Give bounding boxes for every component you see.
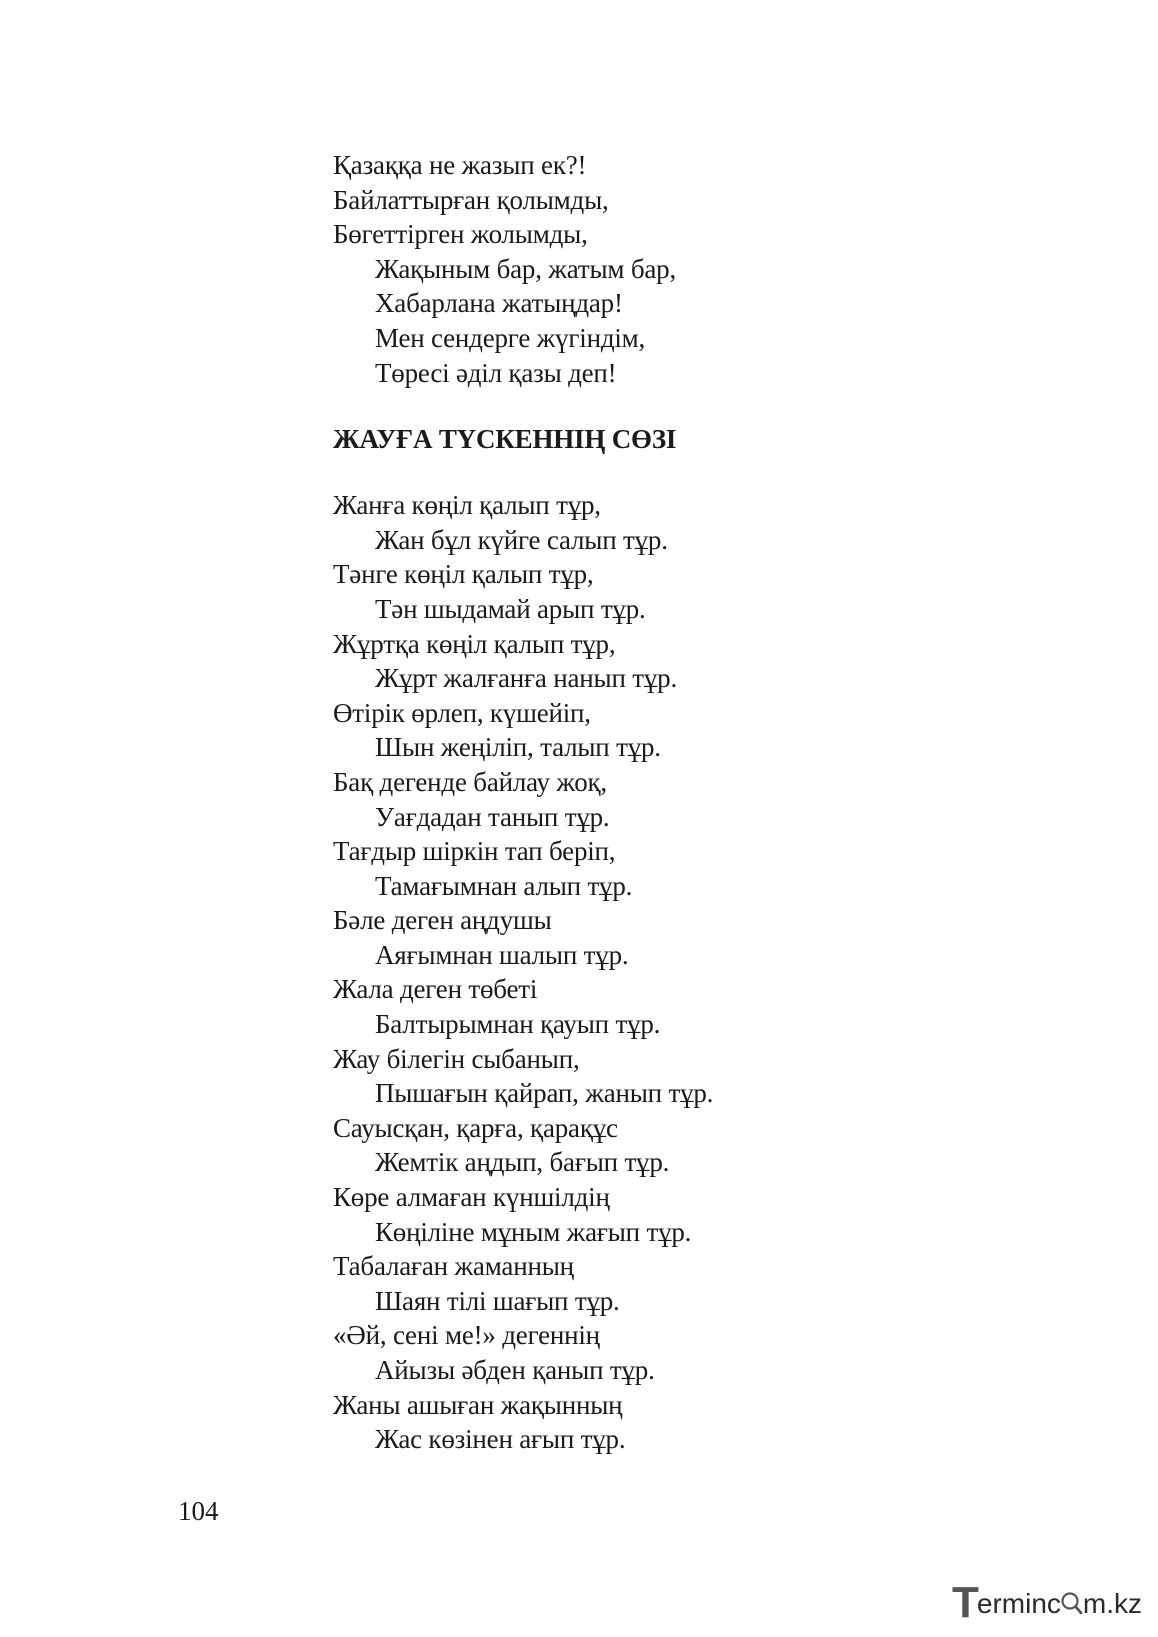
poem-line: Жұрт жалғанға нанып тұр. xyxy=(375,663,678,694)
poem-line: Шын жеңіліп, талып тұр. xyxy=(375,732,661,763)
poem-line: Бөгеттірген жолымды, xyxy=(333,219,588,250)
poem-line: Қазаққа не жазып ек?! xyxy=(333,150,587,180)
watermark-logo-letter: T xyxy=(951,1578,975,1627)
poem-line: Аяғымнан шалып тұр. xyxy=(375,939,629,970)
poem-text xyxy=(333,148,973,1457)
poem-line: Айызы әбден қанып тұр. xyxy=(375,1355,655,1385)
watermark-text-2: c xyxy=(1046,1588,1061,1619)
poem-line: Байлаттырған қолымды, xyxy=(333,184,609,215)
watermark-text-1: ermin xyxy=(976,1588,1047,1619)
poem-line: Сауысқан, қарға, қарақұс xyxy=(333,1112,618,1143)
poem-line: Көңіліне мұным жағып тұр. xyxy=(375,1216,692,1247)
magnifier-icon xyxy=(1061,1589,1083,1623)
poem-line: Жақыным бар, жатым бар, xyxy=(375,253,676,284)
poem-line: Бақ дегенде байлау жоқ, xyxy=(333,766,607,797)
page-number: 104 xyxy=(178,1496,219,1526)
stanza-intro xyxy=(333,148,973,390)
poem-line: Төресі әділ қазы деп! xyxy=(375,357,617,388)
poem-line: Бәле деген аңдушы xyxy=(333,905,552,936)
poem-title: ЖАУҒА ТҮСКЕННІҢ СӨЗІ xyxy=(333,424,677,455)
watermark-text-3: m.kz xyxy=(1082,1588,1142,1619)
poem-line: Жұртқа көңіл қалып тұр, xyxy=(333,628,616,659)
poem-line: Жала деген төбеті xyxy=(333,974,538,1005)
poem-line: Тағдыр шіркін тап беріп, xyxy=(333,836,616,867)
poem-line: Жау білегін сыбанып, xyxy=(333,1043,580,1074)
poem-line: Өтірік өрлеп, күшейіп, xyxy=(333,697,591,728)
site-watermark xyxy=(951,1578,1142,1627)
poem-line: Тән шыдамай арып тұр. xyxy=(375,593,646,624)
poem-line: Табалаған жаманның xyxy=(333,1251,574,1282)
poem-line: «Әй, сені ме!» дегеннің xyxy=(333,1320,600,1351)
poem-line: Тәнге көңіл қалып тұр, xyxy=(333,559,594,590)
poem-line: Уағдадан танып тұр. xyxy=(375,801,610,832)
poem-line: Мен сендерге жүгіндім, xyxy=(375,322,646,353)
poem-line: Шаян тілі шағып тұр. xyxy=(375,1285,620,1316)
poem-line: Көре алмаған күншілдің xyxy=(333,1182,610,1213)
poem-line: Хабарлана жатыңдар! xyxy=(375,288,623,319)
poem-line: Тамағымнан алып тұр. xyxy=(375,870,633,901)
poem-line: Балтырымнан қауып тұр. xyxy=(375,1009,661,1040)
stanza-main xyxy=(333,488,973,1457)
poem-line: Пышағын қайрап, жанып тұр. xyxy=(375,1078,714,1109)
poem-line: Жемтік аңдып, бағып тұр. xyxy=(375,1147,670,1178)
poem-line: Жас көзінен ағып тұр. xyxy=(375,1424,626,1455)
poem-line: Жан бұл күйге салып тұр. xyxy=(375,524,668,555)
poem-line: Жанға көңіл қалып тұр, xyxy=(333,490,601,521)
poem-line: Жаны ашыған жақынның xyxy=(333,1389,623,1420)
